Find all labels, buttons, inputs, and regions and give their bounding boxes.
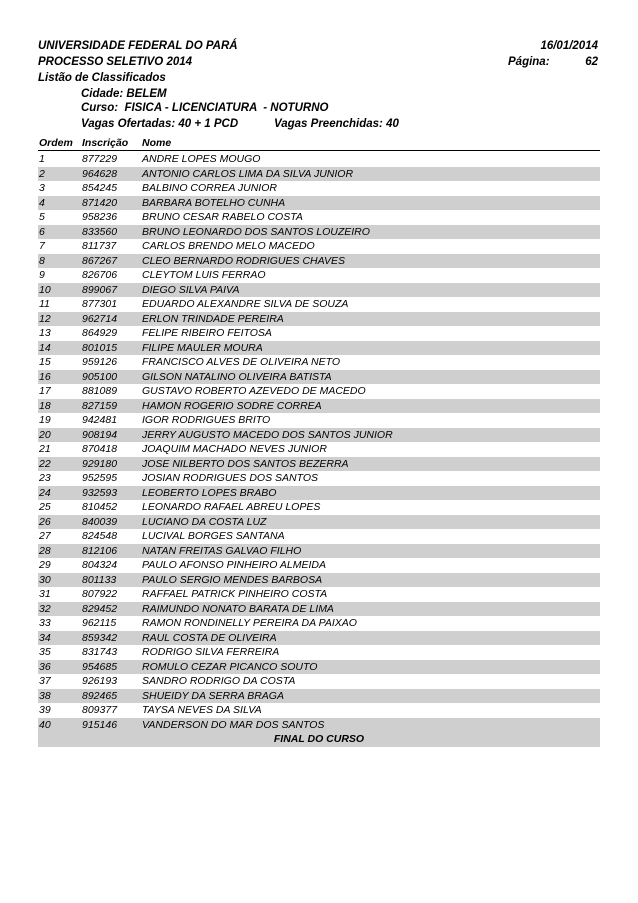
- table-row: [38, 254, 600, 269]
- row-order: 19: [39, 414, 51, 426]
- row-order: 14: [39, 341, 51, 354]
- row-name: PAULO SERGIO MENDES BARBOSA: [142, 573, 323, 586]
- table-row: [38, 718, 600, 733]
- row-inscription: 881089: [82, 385, 118, 397]
- table-row: [38, 326, 600, 341]
- table-row: [38, 384, 600, 399]
- row-inscription: 892465: [82, 689, 118, 702]
- row-name: EDUARDO ALEXANDRE SILVA DE SOUZA: [142, 298, 349, 310]
- row-order: 11: [39, 298, 50, 310]
- row-inscription: 871420: [82, 196, 118, 209]
- row-name: ROMULO CEZAR PICANCO SOUTO: [142, 660, 318, 673]
- row-order: 16: [39, 370, 51, 383]
- row-inscription: 809377: [82, 704, 118, 716]
- row-name: LEOBERTO LOPES BRABO: [142, 486, 277, 499]
- row-inscription: 829452: [82, 602, 118, 615]
- row-order: 10: [39, 283, 51, 296]
- table-header: [38, 136, 600, 151]
- row-inscription: 812106: [82, 544, 118, 557]
- row-order: 2: [39, 167, 45, 180]
- row-order: 6: [39, 225, 45, 238]
- table-row: [38, 602, 600, 617]
- row-name: IGOR RODRIGUES BRITO: [142, 414, 271, 426]
- vacancies-filled: Vagas Preenchidas: 40: [274, 118, 399, 130]
- table-row: [38, 631, 600, 646]
- row-name: CLEO BERNARDO RODRIGUES CHAVES: [142, 254, 346, 267]
- row-name: LEONARDO RAFAEL ABREU LOPES: [142, 501, 321, 513]
- row-name: BARBARA BOTELHO CUNHA: [142, 196, 286, 209]
- row-inscription: 908194: [82, 428, 118, 441]
- row-name: RAFFAEL PATRICK PINHEIRO COSTA: [142, 588, 328, 600]
- row-order: 40: [39, 718, 51, 731]
- row-name: GUSTAVO ROBERTO AZEVEDO DE MACEDO: [142, 385, 366, 397]
- row-order: 20: [39, 428, 51, 441]
- page-number: 62: [585, 56, 598, 68]
- row-order: 36: [39, 660, 51, 673]
- row-inscription: 942481: [82, 414, 118, 426]
- row-inscription: 958236: [82, 211, 118, 223]
- row-name: NATAN FREITAS GALVAO FILHO: [142, 544, 302, 557]
- row-inscription: 827159: [82, 399, 118, 412]
- row-order: 5: [39, 211, 45, 223]
- row-inscription: 929180: [82, 457, 118, 470]
- course-label: Curso: FISICA - LICENCIATURA - NOTURNO: [81, 102, 329, 114]
- row-order: 3: [39, 182, 45, 194]
- column-order: Ordem: [39, 137, 73, 149]
- list-title: Listão de Classificados: [38, 72, 166, 84]
- table-row: [38, 645, 600, 660]
- row-name: JOAQUIM MACHADO NEVES JUNIOR: [142, 443, 327, 455]
- row-inscription: 810452: [82, 501, 118, 513]
- row-order: 27: [39, 530, 51, 542]
- row-inscription: 831743: [82, 646, 118, 658]
- row-inscription: 840039: [82, 515, 118, 528]
- row-inscription: 962115: [82, 617, 117, 629]
- row-name: CARLOS BRENDO MELO MACEDO: [142, 240, 315, 252]
- table-row: [38, 297, 600, 312]
- row-name: BRUNO CESAR RABELO COSTA: [142, 211, 303, 223]
- row-name: SHUEIDY DA SERRA BRAGA: [142, 689, 284, 702]
- row-inscription: 964628: [82, 167, 118, 180]
- table-row: [38, 529, 600, 544]
- table-row: [38, 558, 600, 573]
- row-name: SANDRO RODRIGO DA COSTA: [142, 675, 296, 687]
- row-name: LUCIVAL BORGES SANTANA: [142, 530, 285, 542]
- row-order: 7: [39, 240, 45, 252]
- row-name: PAULO AFONSO PINHEIRO ALMEIDA: [142, 559, 326, 571]
- table-row: [38, 573, 600, 588]
- row-inscription: 915146: [82, 718, 118, 731]
- row-inscription: 833560: [82, 225, 118, 238]
- row-name: GILSON NATALINO OLIVEIRA BATISTA: [142, 370, 332, 383]
- row-name: JERRY AUGUSTO MACEDO DOS SANTOS JUNIOR: [142, 428, 393, 441]
- row-name: RAUL COSTA DE OLIVEIRA: [142, 631, 277, 644]
- document-date: 16/01/2014: [540, 40, 598, 52]
- vacancies-offered: Vagas Ofertadas: 40 + 1 PCD: [81, 118, 239, 130]
- column-inscription: Inscrição: [82, 137, 129, 149]
- row-name: HAMON ROGERIO SODRE CORREA: [142, 399, 322, 412]
- table-row: [38, 660, 600, 675]
- table-row: [38, 413, 600, 428]
- row-name: VANDERSON DO MAR DOS SANTOS: [142, 718, 325, 731]
- row-order: 35: [39, 646, 51, 658]
- table-row: [38, 689, 600, 704]
- row-inscription: 905100: [82, 370, 118, 383]
- table-row: [38, 486, 600, 501]
- row-order: 9: [39, 269, 45, 281]
- row-inscription: 926193: [82, 675, 118, 687]
- table-row: [38, 341, 600, 356]
- row-name: TAYSA NEVES DA SILVA: [142, 704, 262, 716]
- row-inscription: 864929: [82, 327, 118, 339]
- row-order: 32: [39, 602, 51, 615]
- row-order: 25: [39, 501, 51, 513]
- row-inscription: 877229: [82, 153, 118, 165]
- row-name: LUCIANO DA COSTA LUZ: [142, 515, 267, 528]
- row-name: BRUNO LEONARDO DOS SANTOS LOUZEIRO: [142, 225, 370, 238]
- row-inscription: 932593: [82, 486, 118, 499]
- end-of-course-footer: FINAL DO CURSO: [38, 732, 600, 747]
- row-order: 33: [39, 617, 51, 629]
- process-title: PROCESSO SELETIVO 2014: [38, 56, 193, 68]
- row-inscription: 801133: [82, 573, 117, 586]
- row-inscription: 867267: [82, 254, 118, 267]
- row-inscription: 952595: [82, 472, 118, 484]
- table-row: [38, 587, 600, 602]
- row-name: BALBINO CORREA JUNIOR: [142, 182, 277, 194]
- row-order: 21: [39, 443, 51, 455]
- table-row: [38, 152, 600, 167]
- row-inscription: 877301: [82, 298, 118, 310]
- row-order: 17: [39, 385, 51, 397]
- row-name: FELIPE RIBEIRO FEITOSA: [142, 327, 272, 339]
- table-row: [38, 268, 600, 283]
- row-inscription: 870418: [82, 443, 118, 455]
- row-order: 23: [39, 472, 51, 484]
- row-inscription: 801015: [82, 341, 118, 354]
- table-row: [38, 283, 600, 298]
- row-inscription: 826706: [82, 269, 118, 281]
- table-row: [38, 355, 600, 370]
- row-order: 13: [39, 327, 51, 339]
- row-order: 4: [39, 196, 45, 209]
- table-row: [38, 181, 600, 196]
- row-name: JOSE NILBERTO DOS SANTOS BEZERRA: [142, 457, 349, 470]
- row-inscription: 807922: [82, 588, 118, 600]
- row-order: 30: [39, 573, 51, 586]
- table-row: [38, 428, 600, 443]
- row-order: 18: [39, 399, 51, 412]
- row-order: 31: [39, 588, 51, 600]
- row-name: RAIMUNDO NONATO BARATA DE LIMA: [142, 602, 334, 615]
- row-order: 37: [39, 675, 51, 687]
- row-inscription: 854245: [82, 182, 118, 194]
- table-row: [38, 196, 600, 211]
- table-row: [38, 544, 600, 559]
- table-row: [38, 210, 600, 225]
- table-row: [38, 471, 600, 486]
- table-row: [38, 399, 600, 414]
- row-inscription: 899067: [82, 283, 118, 296]
- row-order: 15: [39, 356, 51, 368]
- row-name: ANTONIO CARLOS LIMA DA SILVA JUNIOR: [142, 167, 354, 180]
- table-row: [38, 616, 600, 631]
- row-order: 1: [39, 153, 45, 165]
- row-inscription: 959126: [82, 356, 118, 368]
- row-order: 29: [39, 559, 51, 571]
- row-order: 22: [39, 457, 51, 470]
- row-name: RAMON RONDINELLY PEREIRA DA PAIXAO: [142, 617, 357, 629]
- table-row: [38, 225, 600, 240]
- column-name: Nome: [142, 137, 172, 149]
- row-order: 39: [39, 704, 51, 716]
- row-order: 38: [39, 689, 51, 702]
- row-name: FRANCISCO ALVES DE OLIVEIRA NETO: [142, 356, 340, 368]
- row-inscription: 954685: [82, 660, 118, 673]
- row-inscription: 859342: [82, 631, 118, 644]
- table-row: [38, 500, 600, 515]
- table-row: [38, 370, 600, 385]
- row-order: 8: [39, 254, 45, 267]
- row-inscription: 804324: [82, 559, 118, 571]
- row-name: DIEGO SILVA PAIVA: [142, 283, 240, 296]
- row-inscription: 811737: [82, 240, 117, 252]
- row-inscription: 962714: [82, 312, 118, 325]
- table-row: [38, 674, 600, 689]
- classification-table: [38, 152, 600, 747]
- row-name: CLEYTOM LUIS FERRAO: [142, 269, 266, 281]
- table-row: [38, 442, 600, 457]
- row-order: 24: [39, 486, 51, 499]
- row-inscription: 824548: [82, 530, 118, 542]
- university-title: UNIVERSIDADE FEDERAL DO PARÁ: [38, 40, 238, 52]
- city-label: Cidade: BELEM: [81, 88, 167, 100]
- table-row: [38, 703, 600, 718]
- table-row: [38, 457, 600, 472]
- table-row: [38, 239, 600, 254]
- row-name: JOSIAN RODRIGUES DOS SANTOS: [142, 472, 319, 484]
- table-row: [38, 167, 600, 182]
- page-label: Página:: [508, 56, 550, 68]
- table-row: [38, 515, 600, 530]
- row-order: 12: [39, 312, 51, 325]
- table-row: [38, 312, 600, 327]
- row-name: RODRIGO SILVA FERREIRA: [142, 646, 280, 658]
- row-order: 34: [39, 631, 51, 644]
- row-name: FILIPE MAULER MOURA: [142, 341, 263, 354]
- row-name: ANDRE LOPES MOUGO: [142, 153, 261, 165]
- row-order: 26: [39, 515, 51, 528]
- row-name: ERLON TRINDADE PEREIRA: [142, 312, 284, 325]
- row-order: 28: [39, 544, 51, 557]
